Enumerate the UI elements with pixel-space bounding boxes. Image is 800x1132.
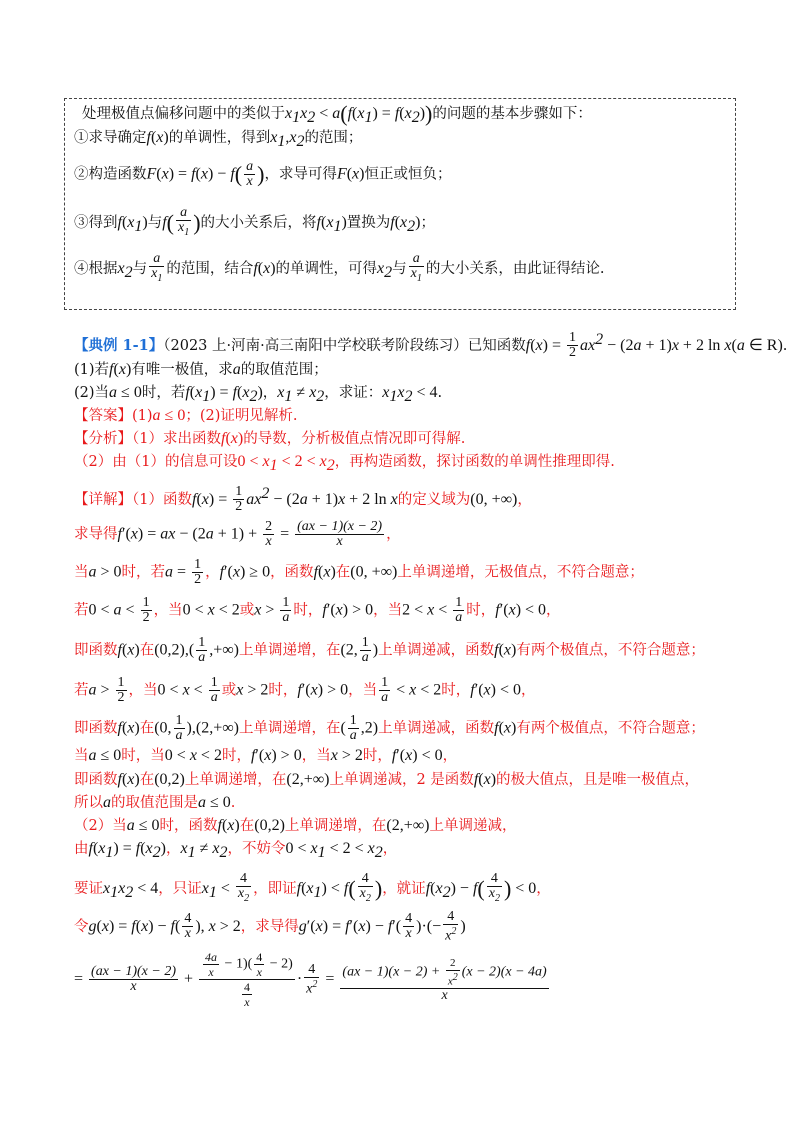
detail-line-10: 所以a的取值范围是a ≤ 0. (74, 794, 236, 811)
detail-line-14: 令g(x) = f(x) − f( $\frac{4}{x}$ ), x > 2，求导得g′(x) = f′(x) − f′( $\frac{4}{x}$ )·(− $\frac{4}{x^2}$ ) (74, 909, 466, 944)
detail-line-6: 若a > $\frac{1}{2}$ ，当0 < x < $\frac{1}{a}$ 或x > 2时，f′(x) > 0，当 $\frac{1}{a}$ < x < 2时，f′(x) < 0， (74, 675, 536, 705)
answer-line: 【答案】(1)a ≤ 0；(2)证明见解析. (74, 407, 298, 424)
detail-line-15: = $\frac{(ax - 1)(x - 2)}{x}$ + $\frac{4a}{x}$ − 1)( $\frac{4}{x}$ − 2) $\frac{4}{x}$ · $\frac{4}{x^2}$ = (ax − 1)(x − 2) + $\frac{2}{x^2}$ (x − 2)(x − 4a) x (74, 950, 547, 1009)
detail-line-13: 要证$x_1x_2 < 4$，只证$x_1$ < $\frac{4}{x_2}$ ，即证$f(x_1) < f$( $\frac{4}{x_2}$ )，就证$f(x_2) - f$( $\frac{4}{x_2}$ ) < 0， (74, 871, 551, 904)
detail-line-2: 求导得f′(x) = ax − (2a + 1) + $\frac{2}{x}$ = $\frac{(ax - 1)(x - 2)}{x}$ ， (74, 519, 401, 549)
analysis-line-2: （2）由（1）的信息可设$0 < x_1 < 2 < x_2$，再构造函数，探讨函数的单调性推理即得. (74, 453, 615, 474)
box-line-2: ①求导确定f(x)的单调性，得到$x_1,x_2$的范围； (74, 129, 363, 150)
detail-line-4: 若0 < a < $\frac{1}{2}$ ，当0 < x < 2或x > $\frac{1}{a}$ 时，f′(x) > 0，当2 < x < $\frac{1}{a}$ 时，f′(x) < 0， (74, 595, 561, 625)
box-line-4: ③得到$f(x_1)$与f( $\frac{a}{x_1}$ )的大小关系后，将$f(x_1)$置换为$f(x_2)$； (74, 205, 435, 238)
box-line-1: 处理极值点偏移问题中的类似于$x_1x_2 < a(f(x_1) = f(x_2))$的问题的基本步骤如下： (82, 101, 592, 126)
example-tag: 【典例 1-1】 (74, 336, 164, 354)
detail-line-3: 当a > 0时，若a = $\frac{1}{2}$ ，f′(x) ≥ 0，函数f(x)在(0, +∞)上单调递增，无极值点，不符合题意； (74, 557, 644, 587)
detail-line-12: 由$f(x_1) = f(x_2)$，$x_1 \ne x_2$，不妨令$0 < x_1 < 2 < x_2$， (74, 840, 398, 861)
detail-line-9: 即函数f(x)在(0,2)上单调递增，在(2,+∞)上单调递减，2 是函数f(x)的极大值点，且是唯一极值点， (74, 771, 700, 788)
question-1: (1)若f(x)有唯一极值，求a的取值范围； (74, 361, 328, 378)
box-line-3: ②构造函数F(x) = f(x) − f( $\frac{a}{x}$ )，求导可得F(x)恒正或恒负； (74, 159, 452, 189)
detail-line-5: 即函数f(x)在(0,2),( $\frac{1}{a}$ ,+∞)上单调递增，在(2, $\frac{1}{a}$ )上单调递减，函数f(x)有两个极值点，不符合题意； (74, 635, 705, 665)
analysis-line-1: 【分析】（1）求出函数f(x)的导数，分析极值点情况即可得解. (74, 430, 466, 447)
detail-line-8: 当a ≤ 0时，当0 < x < 2时，f′(x) > 0，当x > 2时，f′(x) < 0， (74, 747, 458, 764)
detail-line-7: 即函数f(x)在(0, $\frac{1}{a}$ ),(2,+∞)上单调递增，在( $\frac{1}{a}$ ,2)上单调递减，函数f(x)有两个极值点，不符合题意； (74, 713, 705, 743)
detail-line-1: 【详解】（1）函数f(x) = $\frac{1}{2}$ $ax^2 - (2a + 1)x + 2$ ln x的定义域为(0, +∞)， (74, 484, 532, 515)
example-header: 【典例 1-1】（2023 上·河南·高三南阳中学校联考阶段练习）已知函数f(x) = $\frac{1}{2}$ $ax^2 - (2a + 1)x + 2$ ln x(a ∈ R). (74, 330, 788, 361)
question-2: (2)当a ≤ 0时，若$f(x_1) = f(x_2)$，$x_1 \ne x_2$，求证：$x_1x_2 < 4$. (74, 384, 443, 405)
box-line-5: ④根据$x_2$与 $\frac{a}{x_1}$ 的范围，结合f(x)的单调性，可得$x_2$与 $\frac{a}{x_1}$ 的大小关系，由此证得结论. (74, 251, 605, 284)
detail-line-11: （2）当a ≤ 0时，函数f(x)在(0,2)上单调递增，在(2,+∞)上单调递减， (74, 817, 517, 834)
